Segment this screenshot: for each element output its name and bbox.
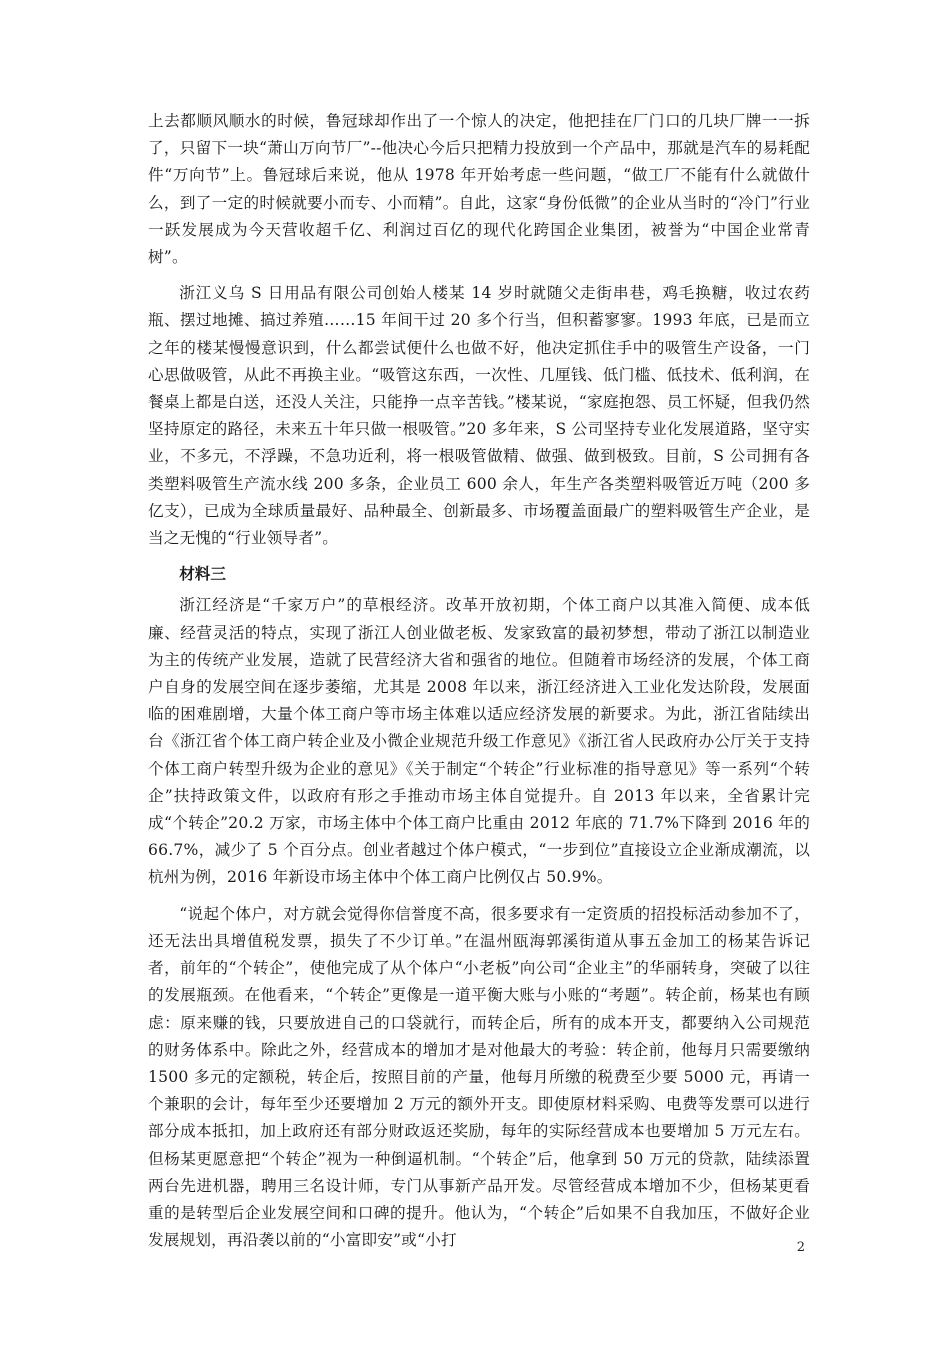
paragraph-zhejiang-economy: 浙江经济是“千家万户”的草根经济。改革开放初期，个体工商户以其准入简便、成本低廉、经营灵活的特点，实现了浙江人创业做老板、发家致富的最初梦想，带动了浙江以制造业为主的传统产业发展，造就了民营经济大省和强省的地位。但随着市场经济的发展，个体工商户自身的发展空间在逐步萎缩，尤其是 2008 年以来，浙江经济进入工业化发达阶段，发展面临的困难剧增，大量个体工商户等市场主体难以适应经济发展的新要求。为此，浙江省陆续出台《浙江省个体工商户转企业及小微企业规范升级工作意见》《浙江省人民政府办公厅关于支持个体工商户转型升级为企业的意见》《关于制定“个转企”行业标准的指导意见》等一系列“个转企”扶持政策文件，以政府有形之手推动市场主体自觉提升。自 2013 年以来，全省累计完成“个转企”20.2 万家，市场主体中个体工商户比重由 2012 年底的 71.7%下降到 2016 年的 66.7%，减少了 5 个百分点。创业者越过个体户模式，“一步到位”直接设立企业渐成潮流，以杭州为例，2016 年新设市场主体中个体工商户比例仅占 50.9%。 — [148, 596, 810, 887]
paragraph-yang-story: “说起个体户，对方就会觉得你信誉度不高，很多要求有一定资质的招投标活动参加不了，还无法出具增值税发票，损失了不少订单。”在温州瓯海郭溪街道从事五金加工的杨某告诉记者，前年的“个转企”，使他完成了从个体户“小老板”向公司“企业主”的华丽转身，突破了以往的发展瓶颈。在他看来，“个转企”更像是一道平衡大账与小账的“考题”。转企前，杨某也有顾虑：原来赚的钱，只要放进自己的口袋就行，而转企后，所有的成本开支，都要纳入公司规范的财务体系中。除此之外，经营成本的增加才是对他最大的考验：转企前，他每月只需要缴纳 1500 多元的定额税，转企后，按照目前的产量，他每月所缴的税费至少要 5000 元，再请一个兼职的会计，每年至少还要增加 2 万元的额外开支。即使原材料采购、电费等发票可以进行部分成本抵扣，加上政府还有部分财政返还奖励，每年的实际经营成本也要增加 5 万元左右。但杨某更愿意把“个转企”视为一种倒逼机制。“个转企”后，他拿到 50 万元的贷款，陆续添置两台先进机器，聘用三名设计师，专门从事新产品开发。尽管经营成本增加不少，但杨某更看重的是转型后企业发展空间和口碑的提升。他认为，“个转企”后如果不自我加压，不做好企业发展规划，再沿袭以前的“小富即安”或“小打 — [148, 904, 810, 1250]
page-number: 2 — [796, 1240, 805, 1255]
paragraph-lu-guanqiu: 上去都顺风顺水的时候，鲁冠球却作出了一个惊人的决定，他把挂在厂门口的几块厂牌一一拆了，只留下一块“萧山万向节厂”--他决心今后只把精力投放到一个产品中，那就是汽车的易耗配件“万向节”上。鲁冠球后来说，他从 1978 年开始考虑一些问题，“做工厂不能有什么就做什么，到了一定的时候就要小而专、小而精”。自此，这家“身份低微”的企业从当时的“冷门”行业一跃发展成为今天营收超千亿、利润过百亿的现代化跨国企业集团，被誉为“中国企业常青树”。 — [148, 112, 810, 267]
document-page — [148, 108, 810, 1263]
section-heading: 材料三 — [179, 565, 226, 584]
paragraph-s-company: 浙江义乌 S 日用品有限公司创始人楼某 14 岁时就随父走街串巷，鸡毛换糖，收过农药瓶、摆过地摊、搞过养殖……15 年间干过 20 多个行当，但积蓄寥寥。1993 年底，已是而立之年的楼某慢慢意识到，什么都尝试便什么也做不好，他决定抓住手中的吸管生产设备，一门心思做吸管，从此不再换主业。“吸管这东西，一次性、几厘钱、低门槛、低技术、低利润，在餐桌上都是白送，还没人关注，只能挣一点辛苦钱。”楼某说，“家庭抱怨、员工怀疑，但我仍然坚持原定的路径，未来五十年只做一根吸管。”20 多年来，S 公司坚持专业化发展道路，坚守实业，不多元，不浮躁，不急功近利，将一根吸管做精、做强、做到极致。目前，S 公司拥有各类塑料吸管生产流水线 200 多条，企业员工 600 余人，年生产各类塑料吸管近万吨（200 多亿支），已成为全球质量最好、品种最全、创新最多、市场覆盖面最广的塑料吸管生产企业，是当之无愧的“行业领导者”。 — [148, 284, 810, 548]
